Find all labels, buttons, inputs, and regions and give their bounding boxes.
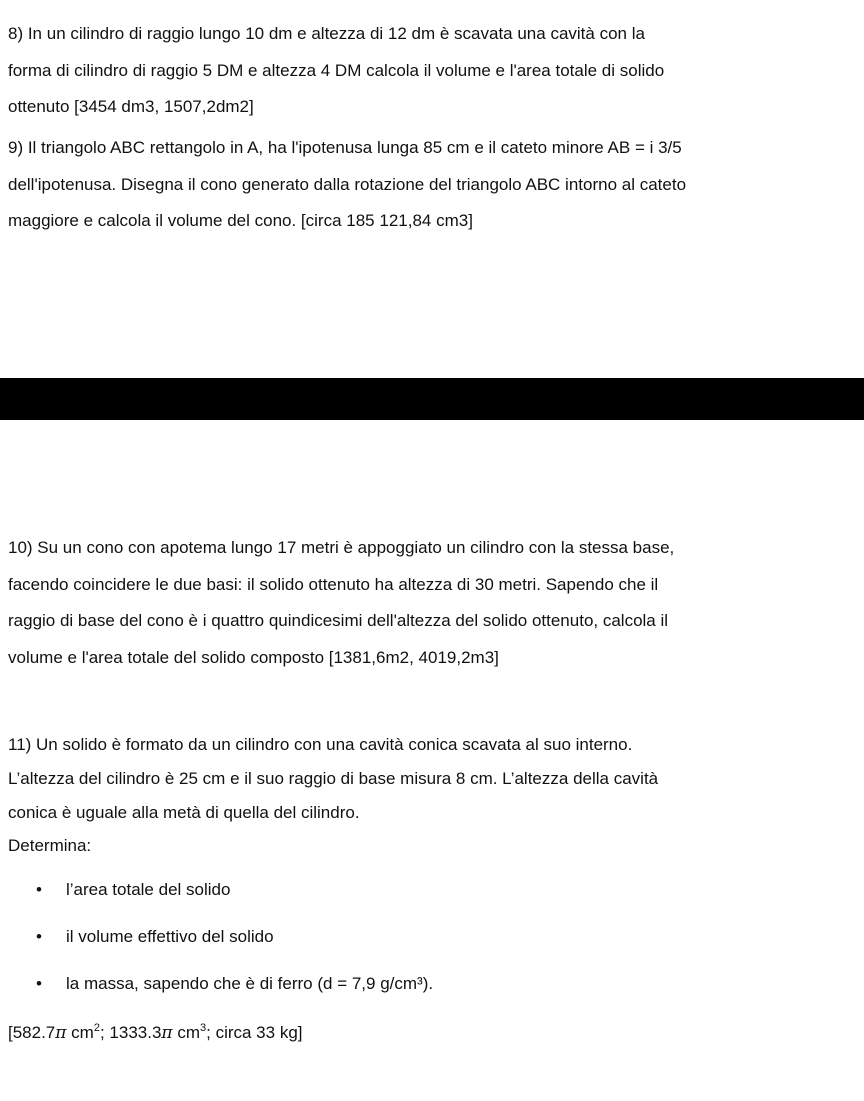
problem-11-answer xyxy=(8,1015,828,1052)
determina-label: Determina: xyxy=(8,836,92,855)
list-item-text: il volume effettivo del solido xyxy=(66,927,274,946)
bullet-list xyxy=(0,872,433,1013)
problem-8-line: 8) In un cilindro di raggio lungo 10 dm e altezza di 12 dm è scavata una cavità con la xyxy=(8,24,645,43)
problem-9-line: maggiore e calcola il volume del cono. [circa 185 121,84 cm3] xyxy=(8,211,473,230)
problem-11-line: L’altezza del cilindro è 25 cm e il suo raggio di base misura 8 cm. L’altezza della cavità xyxy=(8,769,659,788)
list-item-text: la massa, sapendo che è di ferro (d = 7,9 g/cm³). xyxy=(66,974,434,993)
problem-8 xyxy=(8,16,828,126)
pi-symbol: π xyxy=(161,1023,173,1043)
problem-10 xyxy=(8,530,828,676)
bullet-icon: • xyxy=(36,927,42,946)
problem-10-line: raggio di base del cono è i quattro quindicesimi dell'altezza del solido ottenuto, calcola il xyxy=(8,611,669,630)
answer-unit: cm xyxy=(66,1023,94,1042)
problem-9-line: 9) Il triangolo ABC rettangolo in A, ha l'ipotenusa lunga 85 cm e il cateto minore AB = i 3/5 xyxy=(8,138,682,157)
problem-8-line: forma di cilindro di raggio 5 DM e altezza 4 DM calcola il volume e l'area totale di solido xyxy=(8,60,665,80)
list-item xyxy=(0,966,433,1013)
list-item xyxy=(0,872,433,919)
problem-10-line: 10) Su un cono con apotema lungo 17 metri è appoggiato un cilindro con la stessa base, xyxy=(8,538,675,557)
bullet-icon: • xyxy=(36,974,42,993)
list-item-text: l’area totale del solido xyxy=(66,880,231,899)
problem-11 xyxy=(8,728,828,830)
problem-8-line: ottenuto [3454 dm3, 1507,2dm2] xyxy=(8,97,254,116)
list-item xyxy=(0,919,433,966)
black-divider-bar xyxy=(0,378,864,420)
problem-11-line: conica è uguale alla metà di quella del cilindro. xyxy=(8,803,360,822)
problem-11-line: 11) Un solido è formato da un cilindro con una cavità conica scavata al suo interno. xyxy=(8,735,633,754)
problem-9-line: dell'ipotenusa. Disegna il cono generato dalla rotazione del triangolo ABC intorno al cateto xyxy=(8,174,687,194)
answer-part: ; 1333.3 xyxy=(99,1023,162,1042)
pi-symbol: π xyxy=(55,1023,67,1043)
problem-9 xyxy=(8,130,828,240)
problem-10-line: facendo coincidere le due basi: il solido ottenuto ha altezza di 30 metri. Sapendo che il xyxy=(8,574,659,594)
problem-10-line: volume e l'area totale del solido composto [1381,6m2, 4019,2m3] xyxy=(8,647,499,667)
exponent: 3 xyxy=(200,1022,207,1034)
answer-part: [582.7 xyxy=(8,1023,56,1042)
answer-part: ; circa 33 kg] xyxy=(206,1023,303,1042)
answer-unit: cm xyxy=(172,1023,200,1042)
exponent: 2 xyxy=(93,1022,100,1034)
bullet-icon: • xyxy=(36,880,42,899)
